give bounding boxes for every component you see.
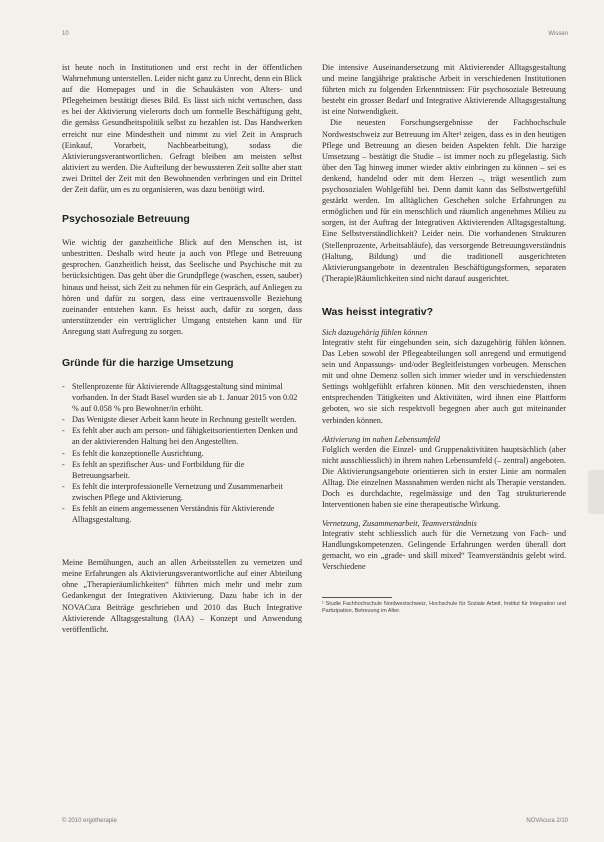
subheading-lebensumfeld: Aktivierung im nahen Lebensumfeld bbox=[322, 434, 441, 444]
footer-right: NOVAcura 2/10 bbox=[526, 818, 568, 824]
vernetzung-paragraph: Integrativ steht schliesslich auch für die Vernetzung von Fach- und Handlungskompetenzen. Gelingende Erfahrungen werden überall dort gemacht, wo ein „grade- und skill mixed“ Teamverständnis gelebt wird. Verschiedene bbox=[322, 529, 566, 572]
heading-psychosoziale-betreuung: Psychosoziale Betreuung bbox=[62, 213, 190, 226]
footer-left: © 2010 ergotherapie bbox=[62, 818, 117, 824]
list-item: - Es fehlt die konzeptionelle Ausrichtung. bbox=[62, 448, 302, 459]
page-number: 10 bbox=[62, 31, 69, 37]
list-item: - Es fehlt aber auch am person- und fähigkeitsorientierten Denken und an der aktivierenden Haltung bei den Angestellten. bbox=[62, 425, 302, 447]
closing-paragraph: Meine Bemühungen, auch an allen Arbeitsstellen zu vernetzen und meine Erfahrungen als Aktivierungsverantwortliche auf einer Abteilung ohne „Therapieräumlichkeiten“ führten mich mehr und mehr zum Gedankengut der Integrativen Aktivierung. Dazu habe ich in der NOVACura Beiträge geschrieben und 2010 das Buch Integrative Aktivierende Alltagsgestaltung (IAA) – Konzept und Anwendung veröffentlicht. bbox=[62, 558, 302, 634]
list-item: - Es fehlt die interprofessionelle Vernetzung und Zusammenarbeit zwischen Pflege und Aktivierung. bbox=[62, 481, 302, 503]
list-item: - Es fehlt an einem angemessenen Verständnis für Aktivierende Alltagsgestaltung. bbox=[62, 503, 302, 525]
list-item: - Es fehlt an spezifischer Aus- und Fortbildung für die Betreuungsarbeit. bbox=[62, 459, 302, 481]
section-label: Wissen bbox=[548, 31, 568, 37]
page-edge-tab bbox=[588, 470, 604, 514]
psych-paragraph: Wie wichtig der ganzheitliche Blick auf den Menschen ist, ist unbestritten. Deshalb wird heute ja auch von Pflege und Betreuung gesprochen. Ganzheitlich heisst, das Seelische und Psychische mit zu berücksichtigen. Das geht über die Grundpflege (waschen, essen, sauber) hinaus und heisst, sich Zeit zu nehmen für ein Gespräch, auf Anliegen zu hören und dafür zu sorgen, dass eine vertrauensvolle Beziehung zueinander entstehen kann. Es heisst auch, dafür zu sorgen, dass unterstützender ein verträglicher Umgang entstehen kann und für Anregung statt Aufregung zu sorgen. bbox=[62, 238, 302, 336]
page-footer bbox=[62, 818, 568, 824]
left-intro-paragraph: ist heute noch in Institutionen und erst recht in der öffentlichen Wahrnehmung unterstellen. Leider nicht ganz zu Unrecht, denn ein Blick auf die Homepages und in die Schaukästen von Alters- und Pflegeheimen bestätigt dieses Bild. Es lässt sich nicht vertuschen, dass es bei der Aktivierung vielerorts doch um formelle Beschäftigung geht, die gemäss Gesundheitspolitik selbst zu bezahlen ist. Das Handwerken erreicht nur eine Mindestheit und nimmt zu viel Zeit in Anspruch (Einkauf, Vorarbeit, Nachbearbeitung), sodass die Aktivierungsverantwortlichen. Gefragt bleiben am meisten selbst aktiviert zu werden. Die Aufteilung der bewussteren Zeit sollte aber statt zwei Drittel der Zeit mit den Bewohnenden verbringen und ein Drittel der Zeit dafür, um es zu organisieren, was dazu benötigt wird. bbox=[62, 63, 302, 195]
footnote-divider bbox=[322, 597, 392, 598]
right-column bbox=[322, 62, 566, 615]
research-paragraph: Die neuesten Forschungsergebnisse der Fachhochschule Nordwestschweiz zur Betreuung im Alter¹ zeigen, dass es in den heutigen Pflege und Betreuung an diesen beiden Aspekten fehlt. Die harzige Umsetzung – bestätigt die Studie – ist immer noch zu pflegelastig. Sich über den Tag hinweg immer wieder aktiv einbringen zu können – sei es denkend, handelnd oder mit dem Herzen –, trägt wesentlich zum psychosozialen Wohlgefühl bei. Denn damit kann das Selbstwertgefühl gestärkt werden. Im alltäglichen Geschehen solche Erfahrungen zu ermöglichen und für ein menschlich und räumlich angenehmes Milieu zu sorgen, ist der Auftrag der Integrativen Aktivierenden Alltagsgestaltung. Eine Selbstverständlichkeit? Leider nein. Die vorhandenen Strukturen (Stellenprozente, Arbeitsabläufe), das versorgende Betreuungsverständnis (Haltung, Bildung) und die traditionell ausgerichteten Aktivierungsangebote in dezentralen Beschäftigungsformen, separaten (Therapie)Räumlichkeiten sind nicht darauf ausgerichtet. bbox=[322, 118, 566, 283]
footnote: ¹ Studie Fachhochschule Nordwestschweiz, Hochschule für Soziale Arbeit, Institut für Integration und Partizipation, Betreuung im Alter. bbox=[322, 600, 566, 614]
heading-gruende: Gründe für die harzige Umsetzung bbox=[62, 356, 234, 369]
dazugehoerig-paragraph: Integrativ steht für eingebunden sein, sich dazugehörig fühlen können. Das Leben sowohl der Pflegeabteilungen soll anregend und ermutigend sein und Anpassungs- und/oder Begleitleistungen vorbeugen. Menschen mit und ohne Demenz sollen sich immer wieder und in verschiedensten Settings wohlgefühlt erfahren können. Mit den verschiedensten, ihnen entsprechenden Tätigkeiten und Aktivitäten, wird ihnen eine Plattform geboten, wo sie sich respektvoll begegnen aber auch gut miteinander verbinden können. bbox=[322, 337, 566, 425]
list-item: - Stellenprozente für Aktivierende Alltagsgestaltung sind minimal vorhanden. In der Stadt Basel wurden sie ab 1. Januar 2015 von 0.02 % auf 0.058 % pro Bewohner/in erhöht. bbox=[62, 381, 302, 414]
heading-was-heisst-integrativ: Was heisst integrativ? bbox=[322, 305, 434, 318]
page-header bbox=[62, 31, 568, 37]
subheading-dazugehoerig: Sich dazugehörig fühlen können bbox=[322, 327, 428, 337]
lebensumfeld-paragraph: Folglich werden die Einzel- und Gruppenaktivitäten hauptsächlich (aber nicht ausschliesslich) in ihrem nahen Lebensumfeld (– zentral) angeboten. Die Aktivierungsangebote orientieren sich in erster Linie am normalen Alltag. Die einzelnen Massnahmen werden nicht als Therapie verstanden. Doch es durchdachte, regelmässige und den Tag strukturierende Interventionen haben sie eine therapeutische Wirkung. bbox=[322, 444, 566, 510]
subheading-vernetzung: Vernetzung, Zusammenarbeit, Teamverständnis bbox=[322, 519, 477, 529]
right-intro-paragraph: Die intensive Auseinandersetzung mit Aktivierender Alltagsgestaltung und meine langjährige praktische Arbeit in verschiedenen Institutionen führten mich zu folgenden Erkenntnissen: Für psychosoziale Betreuung besteht ein grosser Bedarf und Integrative Aktivierende Alltagsgestaltung ist eine Notwendigkeit. bbox=[322, 63, 566, 117]
reasons-list bbox=[62, 381, 302, 525]
list-item: - Das Wenigste dieser Arbeit kann heute in Rechnung gestellt werden. bbox=[62, 414, 302, 425]
left-column bbox=[62, 62, 302, 635]
